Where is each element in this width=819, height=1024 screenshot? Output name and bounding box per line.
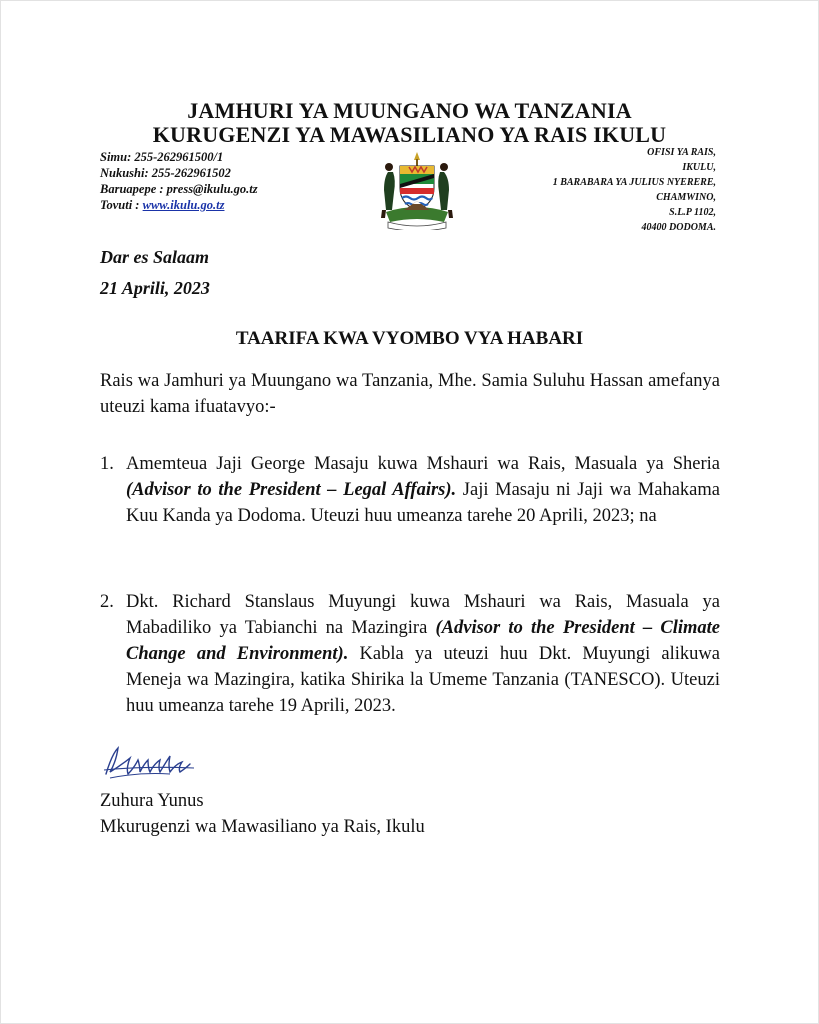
list-item-text-after: Jaji Masaju ni Jaji wa Mahakama Kuu Kanda ya Dodoma. Uteuzi huu umeanza tarehe 20 Aprili, 2023; na	[126, 480, 720, 526]
date-text: 21 Aprili, 2023	[100, 278, 210, 298]
list-item	[100, 589, 720, 719]
website-label: Tovuti :	[100, 198, 143, 212]
list-item-text	[126, 451, 720, 529]
signer-name: Zuhura Yunus	[100, 791, 204, 811]
website-line	[100, 197, 258, 213]
signature-icon	[100, 738, 215, 786]
list-item	[100, 451, 720, 529]
place-date-block	[100, 242, 210, 304]
list-item-text-before: Dkt. Richard Stanslaus Muyungi kuwa Mshauri wa Rais, Masuala ya Mabadiliko ya Tabianchi na Mazingira	[126, 592, 720, 638]
coat-of-arms-icon	[374, 150, 460, 230]
list-item-emphasis: (Advisor to the President – Legal Affairs).	[126, 480, 457, 500]
fax-text: Nukushi: 255-262961502	[100, 166, 231, 180]
address-line4: CHAMWINO,	[656, 192, 716, 203]
press-release-title: TAARIFA KWA VYOMBO VYA HABARI	[235, 328, 584, 349]
place-text: Dar es Salaam	[100, 247, 210, 267]
intro-paragraph: Rais wa Jamhuri ya Muungano wa Tanzania, Mhe. Samia Suluhu Hassan amefanya uteuzi kama ifuatavyo:-	[100, 371, 720, 417]
address-line3: 1 BARABARA YA JULIUS NYERERE,	[552, 177, 716, 188]
list-item-emphasis: (Advisor to the President – Climate Change and Environment).	[126, 618, 720, 664]
list-item-number: 1.	[100, 454, 114, 474]
address-line5: S.L.P 1102,	[669, 207, 716, 218]
signer-block	[100, 788, 425, 840]
address-line2: IKULU,	[682, 162, 716, 173]
list-item-text-before: Amemteua Jaji George Masaju kuwa Mshauri wa Rais, Masuala ya Sheria	[126, 454, 720, 474]
signer-title: Mkurugenzi wa Mawasiliano ya Rais, Ikulu	[100, 817, 425, 837]
header-title-line2: KURUGENZI YA MAWASILIANO YA RAIS IKULU	[152, 122, 667, 147]
address-block	[553, 145, 716, 235]
address-line1: OFISI YA RAIS,	[647, 147, 716, 158]
header-title-line1: JAMHURI YA MUUNGANO WA TANZANIA	[187, 98, 632, 123]
list-item-text	[126, 589, 720, 719]
address-line6: 40400 DODOMA.	[641, 222, 716, 233]
contact-block	[100, 149, 258, 213]
website-link[interactable]: www.ikulu.go.tz	[142, 198, 225, 212]
list-item-number: 2.	[100, 592, 114, 612]
phone-text: Simu: 255-262961500/1	[100, 150, 224, 164]
list-item-text-after: Kabla ya uteuzi huu Dkt. Muyungi alikuwa Meneja wa Mazingira, katika Shirika la Umeme Tanzania (TANESCO). Uteuzi huu umeanza tarehe 19 Aprili, 2023.	[126, 644, 720, 716]
email-text: Baruapepe : press@ikulu.go.tz	[100, 182, 258, 196]
